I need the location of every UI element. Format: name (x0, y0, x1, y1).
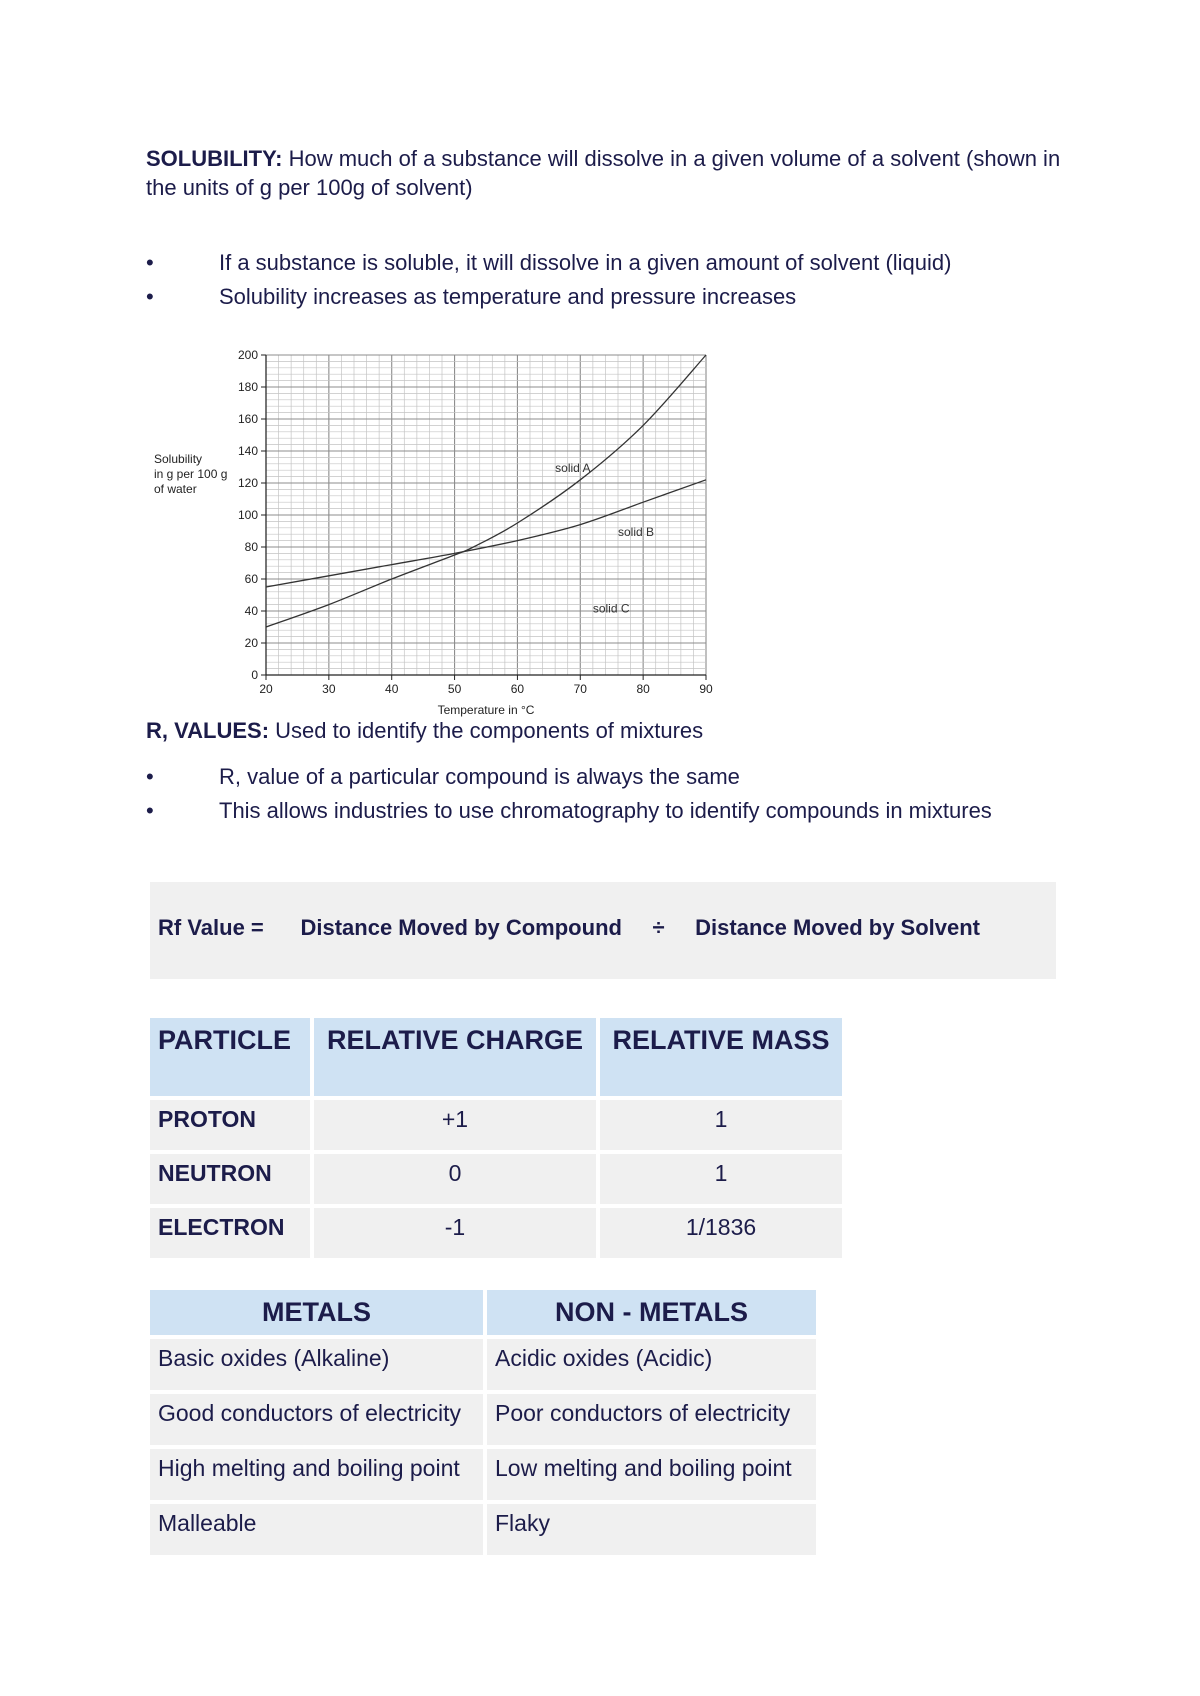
table-cell: Acidic oxides (Acidic) (487, 1339, 816, 1390)
column-header: METALS (150, 1290, 483, 1335)
bullet-text: R, value of a particular compound is always the same (219, 764, 740, 789)
particles-table (146, 1014, 846, 1262)
solubility-definition-text: How much of a substance will dissolve in a given volume of a solvent (shown in the units of g per 100g of solvent) (146, 146, 1061, 200)
y-tick-label: 0 (251, 668, 258, 682)
formula-lhs: Rf Value = (158, 915, 264, 940)
y-tick-label: 180 (237, 380, 258, 394)
table-cell: 1 (600, 1100, 842, 1150)
y-tick-label: 160 (237, 412, 258, 426)
table-cell: Low melting and boiling point (487, 1449, 816, 1500)
y-axis-label: Solubility (154, 452, 203, 466)
column-header: NON - METALS (487, 1290, 816, 1335)
table-row (150, 1154, 842, 1204)
y-axis-label: of water (154, 482, 197, 496)
y-tick-label: 120 (237, 476, 258, 490)
table-cell: 1 (600, 1154, 842, 1204)
table-row (150, 1208, 842, 1258)
metals-table (146, 1286, 820, 1559)
y-tick-label: 100 (237, 508, 258, 522)
table-cell: +1 (314, 1100, 596, 1150)
y-tick-label: 60 (244, 572, 258, 586)
table-cell: PROTON (150, 1100, 310, 1150)
x-tick-label: 90 (699, 682, 713, 696)
formula-numerator: Distance Moved by Compound (300, 915, 622, 940)
series-line (266, 355, 706, 627)
bullet-icon: • (146, 764, 154, 789)
table-header-row (150, 1018, 842, 1096)
bullet-text: Solubility increases as temperature and pressure increases (219, 284, 797, 309)
series-annotation: solid C (592, 601, 630, 616)
table-cell: Malleable (150, 1504, 483, 1555)
formula-operator: ÷ (652, 915, 665, 940)
y-tick-label: 140 (237, 444, 258, 458)
table-cell: 0 (314, 1154, 596, 1204)
table-row (150, 1100, 842, 1150)
y-tick-label: 40 (244, 604, 258, 618)
x-tick-label: 50 (447, 682, 462, 696)
series-annotation: solid B (618, 524, 655, 539)
series-annotation: solid A (555, 460, 591, 475)
table-cell: Flaky (487, 1504, 816, 1555)
rvalues-bullet (146, 797, 1006, 825)
x-tick-label: 60 (510, 682, 525, 696)
x-axis-label: Temperature in °C (437, 703, 535, 717)
table-cell: NEUTRON (150, 1154, 310, 1204)
bullet-icon: • (146, 250, 154, 275)
table-cell: -1 (314, 1208, 596, 1258)
table-row (150, 1339, 816, 1390)
table-row (150, 1504, 816, 1555)
table-cell: 1/1836 (600, 1208, 842, 1258)
table-cell: Poor conductors of electricity (487, 1394, 816, 1445)
y-tick-label: 200 (237, 348, 258, 362)
table-cell: Basic oxides (Alkaline) (150, 1339, 483, 1390)
x-tick-label: 70 (573, 682, 587, 696)
y-tick-label: 80 (244, 540, 258, 554)
table-row (150, 1449, 816, 1500)
bullet-icon: • (146, 284, 154, 309)
y-axis-label: in g per 100 g (154, 467, 228, 481)
x-tick-label: 40 (385, 682, 399, 696)
x-tick-label: 20 (259, 682, 273, 696)
x-tick-label: 80 (636, 682, 650, 696)
table-row (150, 1394, 816, 1445)
table-cell: Good conductors of electricity (150, 1394, 483, 1445)
rf-formula-box (150, 882, 1056, 979)
column-header: RELATIVE MASS (600, 1018, 842, 1096)
y-tick-label: 20 (244, 636, 258, 650)
solubility-chart (146, 340, 726, 720)
bullet-text: This allows industries to use chromatography to identify compounds in mixtures (219, 798, 992, 823)
rvalues-definition-text: Used to identify the components of mixtures (269, 718, 704, 743)
rvalues-definition (146, 716, 703, 745)
column-header: PARTICLE (150, 1018, 310, 1096)
solubility-term: SOLUBILITY: (146, 146, 283, 171)
table-cell: ELECTRON (150, 1208, 310, 1258)
table-cell: High melting and boiling point (150, 1449, 483, 1500)
bullet-text: If a substance is soluble, it will dissolve in a given amount of solvent (liquid) (219, 250, 952, 275)
column-header: RELATIVE CHARGE (314, 1018, 596, 1096)
table-header-row (150, 1290, 816, 1335)
rvalues-term: R, VALUES: (146, 718, 270, 743)
bullet-icon: • (146, 798, 154, 823)
formula-denominator: Distance Moved by Solvent (695, 915, 981, 940)
x-tick-label: 30 (322, 682, 336, 696)
solubility-definition (146, 144, 1076, 202)
